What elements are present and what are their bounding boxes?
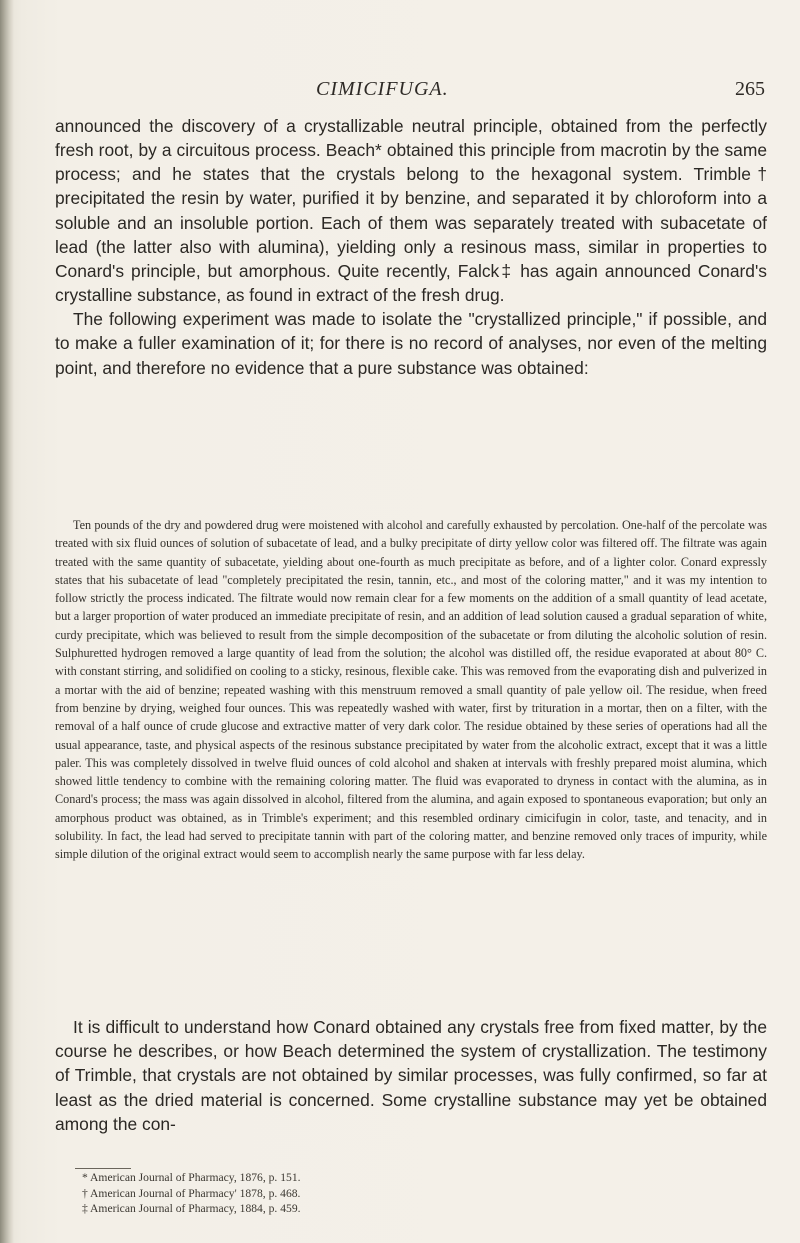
footnote-3: ‡ American Journal of Pharmacy, 1884, p. 459.	[82, 1202, 301, 1215]
binding-gutter-shadow	[0, 0, 14, 1243]
paragraph-1: announced the discovery of a crystallizable neutral principle, obtained from the perfectly fresh root, by a circuitous process. Beach* obtained this principle from macrotin by the same process; and he states that the crystals belong to the hexagonal system. Trimble† precipitated the resin by water, purified it by benzine, and separated it by chloroform into a soluble and an insoluble portion. Each of them was separately treated with subacetate of lead (the latter also with alumina), yielding only a resinous mass, similar in properties to Conard's principle, but amorphous. Quite recently, Falck‡ has again announced Conard's crystalline substance, as found in extract of the fresh drug.	[55, 116, 767, 306]
body-text-block	[55, 114, 767, 380]
paragraph-2: The following experiment was made to isolate the "crystallized principle," if possible, and to make a fuller examination of it; for there is no record of analyses, nor even of the melting point, and therefore no evidence that a pure substance was obtained:	[55, 309, 767, 378]
running-head	[0, 78, 800, 108]
page-number: 265	[735, 78, 765, 100]
footnotes	[82, 1170, 301, 1217]
running-title: CIMICIFUGA.	[316, 78, 449, 100]
paragraph-3: It is difficult to understand how Conard obtained any crystals free from fixed matter, by the course he describes, or how Beach determined the system of crystallization. The testimony of Trimble, that crystals are not obtained by similar processes, was fully confirmed, so far at least as the dried material is concerned. Some crystalline substance may yet be obtained among the con-	[55, 1017, 767, 1134]
footnote-rule	[75, 1168, 131, 1169]
footnote-1: * American Journal of Pharmacy, 1876, p. 151.	[82, 1171, 301, 1184]
experiment-paragraph: Ten pounds of the dry and powdered drug were moistened with alcohol and carefully exhausted by percolation. One-half of the percolate was treated with six fluid ounces of solution of subacetate of lead, and a bulky precipitate of dirty yellow color was filtered off. The filtrate was again treated with the same quantity of subacetate, yielding about one-fourth as much precipitate as before, and of a lighter color. Conard expressly states that his subacetate of lead "completely precipitated the resin, tannin, etc., and most of the coloring matter," and it was my intention to follow strictly the process indicated. The filtrate would now remain clear for a few moments on the addition of a small quantity of lead acetate, but a larger proportion of water produced an immediate precipitate of resin, and an addition of lead solution caused a gradual separation of white, curdy precipitate, which was believed to result from the simple decomposition of the subacetate or from diluting the alcoholic solution of resin. Sulphuretted hydrogen removed a large quantity of lead from the solution; the alcohol was distilled off, the residue evaporated at about 80° C. with constant stirring, and solidified on cooling to a sticky, resinous, flexible cake. This was removed from the evaporating dish and pulverized in a mortar with the aid of benzine; repeated washing with this menstruum removed a small quantity of pale yellow oil. The residue, when freed from benzine by drying, weighed four ounces. This was repeatedly washed with water, first by trituration in a mortar, then on a filter, with the removal of a half ounce of crude glucose and extractive matter of very dark color. The residue obtained by these series of operations had all the usual appearance, taste, and physical aspects of the resinous substance precipitated by water from the alcoholic extract, except that it was a little paler. This was completely dissolved in twelve fluid ounces of cold alcohol and shaken at intervals with freshly prepared moist alumina, which showed little tendency to combine with the remaining coloring matter. The fluid was evaporated to dryness in contact with the alumina, as in Conard's process; the mass was again dissolved in alcohol, filtered from the alumina, and again exposed to spontaneous evaporation; but only an amorphous product was obtained, as in Trimble's experiment; and this resembled ordinary cimicifugin in color, taste, and tenacity, and in solubility. In fact, the lead had served to precipitate tannin with part of the coloring matter, and benzine removed only traces of impurity, while simple dilution of the original extract would seem to accomplish nearly the same purpose with far less delay.	[55, 518, 767, 862]
footnote-2: † American Journal of Pharmacy' 1878, p. 468.	[82, 1186, 301, 1200]
